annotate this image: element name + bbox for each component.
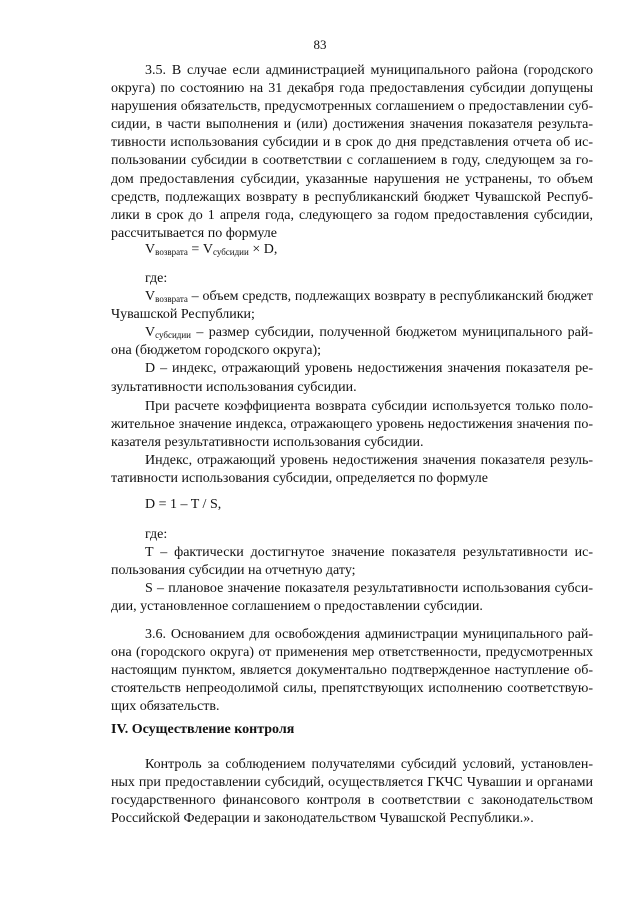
where-label-2: где: (145, 527, 168, 542)
definitions-2-block (111, 526, 593, 616)
page-number: 83 (313, 37, 327, 52)
where-label-1: где: (145, 271, 168, 286)
coefficient-block (111, 398, 593, 488)
paragraph-3-6-block (111, 626, 593, 716)
paragraph-3-6: 3.6. Основанием для освобождения администрации муниципального района (городского округа) от применения мер ответственности, предусмотренных настоящим пунктом, является документально подтвержденное наступление обстоятельств непреодолимой силы, препятствующих исполнению соответствующих обязательств. (111, 627, 593, 715)
paragraph-index: Индекс, отражающий уровень недостижения значения показателя результативности использования субсидии, определяется по формуле (111, 453, 593, 487)
paragraph-3-5-block (111, 62, 593, 243)
definitions-1-block (111, 270, 593, 397)
formula-v-return: $V_{возврата} = V_{субсидии} \times D$, (145, 242, 278, 257)
definition-s: S – плановое значение показателя результативности использования субсидии, установленное соглашением о предоставлении субсидии. (111, 581, 593, 615)
section-heading-block (111, 721, 593, 739)
paragraph-control: Контроль за соблюдением получателями субсидий условий, установленных при предоставлении субсидий, осуществляется ГКЧС Чувашии и органами государственного финансового контроля в соответствии с законодательством Российской Федерации и законодательством Чувашской Республики.». (111, 757, 593, 827)
paragraph-3-5: 3.5. В случае если администрацией муниципального района (городского округа) по состоянию на 31 декабря года предоставления субсидии допущены нарушения обязательств, предусмотренных соглашением о предоставлении субсидии, в части выполнения и (или) достижения значения показателя результативности использования субсидии и в срок до дня представления отчета об использовании субсидии в соответствии с соглашением в году, следующем за годом предоставления субсидии, указанные нарушения не устранены, то объем средств, подлежащих возврату в республиканский бюджет Чувашской Республики в срок до 1 апреля года, следующего за годом предоставления субсидии, рассчитывается по формуле (111, 63, 593, 241)
section-heading-iv: IV. Осуществление контроля (111, 722, 295, 737)
definition-v-subsidy: $V_{субсидии}$ – размер субсидии, полученной бюджетом муниципального района (бюджетом городского округа); (111, 325, 593, 359)
control-block (111, 756, 593, 828)
definition-v-return: $V_{возврата}$ – объем средств, подлежащих возврату в республиканский бюджет Чувашской Республики; (111, 289, 593, 323)
definition-t: T – фактически достигнутое значение показателя результативности использования субсидии на отчетную дату; (111, 545, 593, 579)
definition-d: D – индекс, отражающий уровень недостижения значения показателя результативности использования субсидии. (111, 361, 593, 395)
formula-d: D = 1 – T / S, (145, 497, 222, 512)
formula-2-block (111, 496, 593, 514)
formula-1-block (111, 241, 593, 259)
paragraph-coefficient: При расчете коэффициента возврата субсидии используется только положительное значение индекса, отражающего уровень недостижения значения показателя результативности использования субсидии. (111, 399, 593, 451)
